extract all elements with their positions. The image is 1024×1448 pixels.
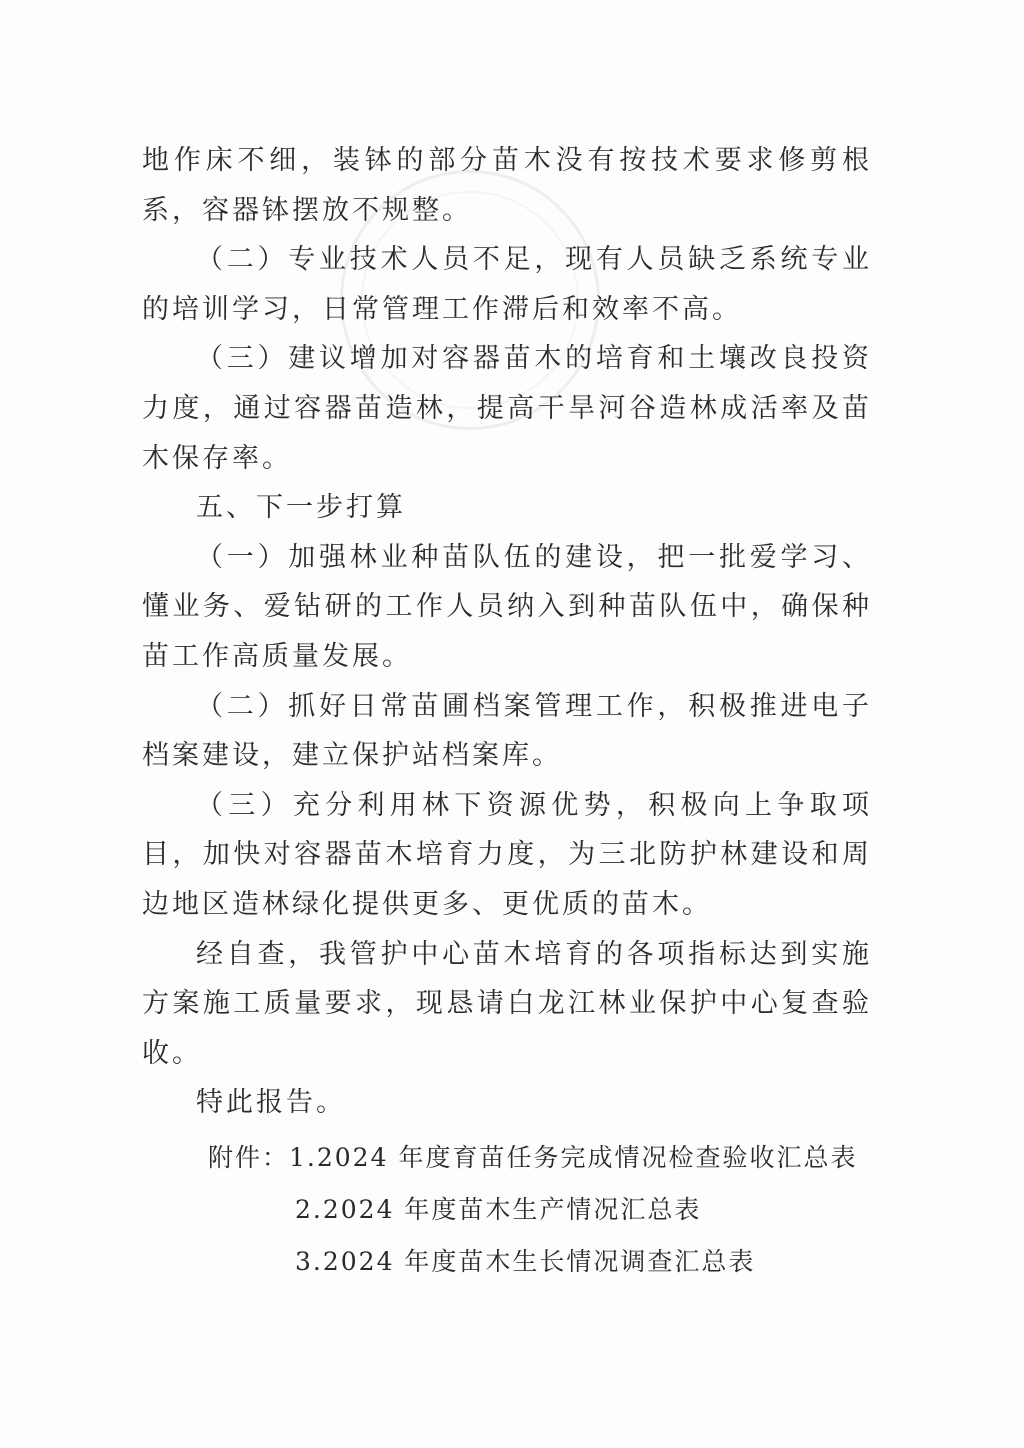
- attachment-row-2: [208, 1184, 857, 1236]
- section-heading-next-steps: 五、下一步打算: [196, 492, 406, 524]
- attachment-item: 2.2024 年度苗木生产情况汇总表: [295, 1195, 702, 1224]
- attachment-row-3: [208, 1236, 857, 1288]
- paragraph-plan-2: （二）抓好日常苗圃档案管理工作，积极推进电子档案建设，建立保护站档案库。: [142, 690, 872, 772]
- document-body: [142, 136, 872, 1128]
- attachment-row-1: [208, 1132, 857, 1184]
- paragraph-closing: 特此报告。: [196, 1087, 346, 1119]
- attachments-label: 附件：: [208, 1143, 290, 1172]
- paragraph-plan-1: （一）加强林业种苗队伍的建设，把一批爱学习、懂业务、爱钻研的工作人员纳入到种苗队伍中，确保种苗工作高质量发展。: [142, 541, 872, 672]
- attachments-list: [208, 1132, 857, 1288]
- paragraph-issue-2: （二）专业技术人员不足，现有人员缺乏系统专业的培训学习，日常管理工作滞后和效率不高。: [142, 244, 872, 325]
- attachment-item: 1.2024 年度育苗任务完成情况检查验收汇总表: [289, 1143, 858, 1172]
- paragraph-plan-3: （三）充分利用林下资源优势，积极向上争取项目，加快对容器苗木培育力度，为三北防护林建设和周边地区造林绿化提供更多、更优质的苗木。: [142, 789, 872, 920]
- attachment-item: 3.2024 年度苗木生长情况调查汇总表: [295, 1247, 756, 1276]
- paragraph-continuation: 地作床不细，装钵的部分苗木没有按技术要求修剪根系，容器钵摆放不规整。: [142, 145, 872, 226]
- paragraph-issue-3: （三）建议增加对容器苗木的培育和土壤改良投资力度，通过容器苗造林，提高干旱河谷造林成活率及苗木保存率。: [142, 343, 872, 474]
- paragraph-conclusion: 经自查，我管护中心苗木培育的各项指标达到实施方案施工质量要求，现恳请白龙江林业保护中心复查验收。: [142, 938, 872, 1069]
